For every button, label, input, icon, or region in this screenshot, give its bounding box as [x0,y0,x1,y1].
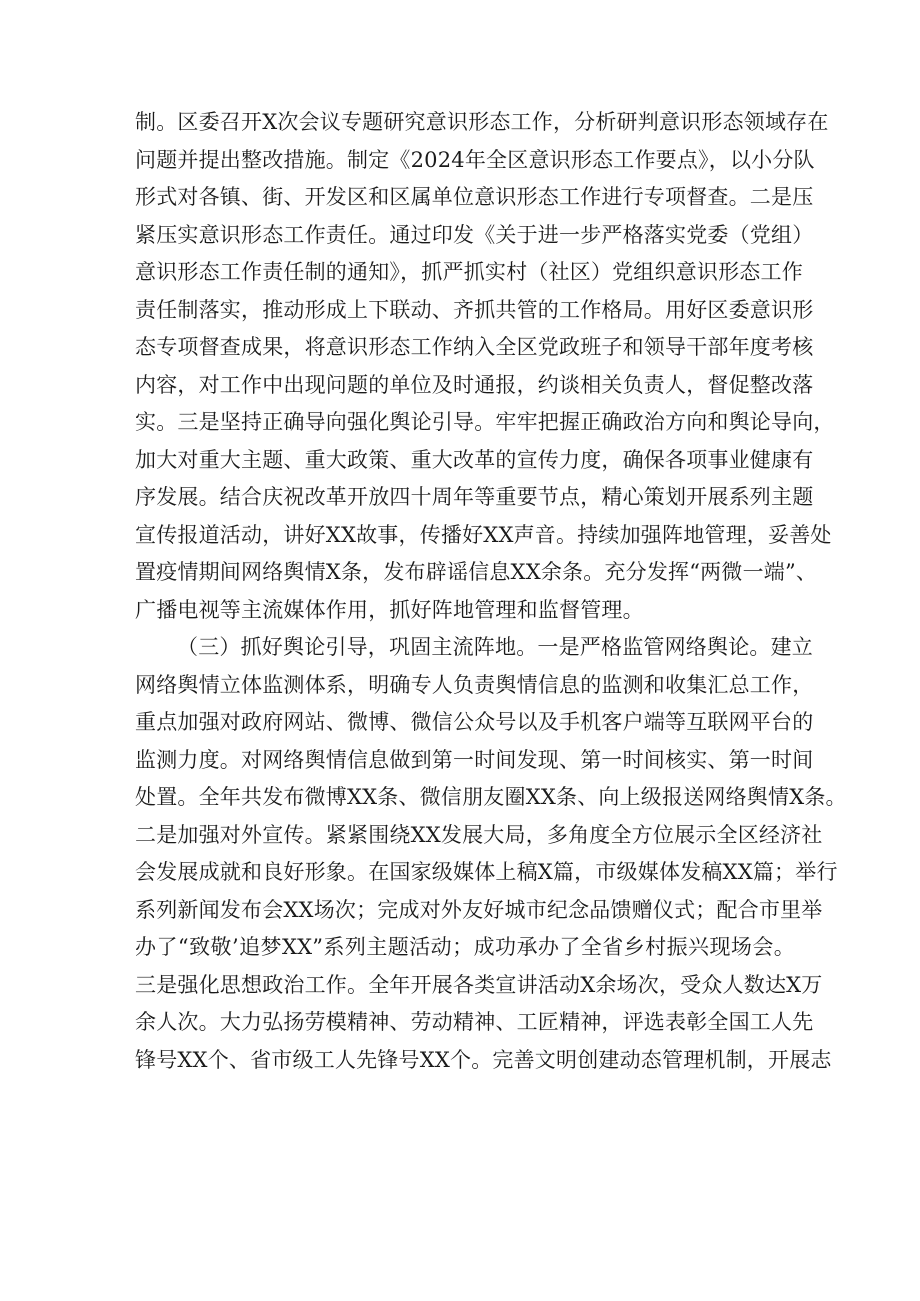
paragraph-2 [135,629,847,1079]
text-line: 网络舆情立体监测体系，明确专人负责舆情信息的监测和收集汇总工作， [135,672,814,697]
text-line: 锋号XX个、省市级工人先锋号XX个。完善文明创建动态管理机制，开展志 [135,1047,832,1072]
text-line: 广播电视等主流媒体作用，抓好阵地管理和监督管理。 [135,597,644,622]
text-line: 意识形态工作责任制的通知》，抓严抓实村（社区）党组织意识形态工作 [135,260,803,284]
text-line: 形式对各镇、街、开发区和区属单位意识形态工作进行专项督查。二是压 [135,185,814,209]
text-line: 问题并提出整改措施。制定《2024年全区意识形态工作要点》，以小分队 [135,147,815,172]
text-line: （三）抓好舆论引导，巩固主流阵地。一是严格监管网络舆论。建立 [177,635,813,659]
text-line: 处置。全年共发布微博XX条、微信朋友圈XX条、向上级报送网络舆情X条。 [135,785,847,809]
text-line: 会发展成就和良好形象。在国家级媒体上稿X篇，市级媒体发稿XX篇；举行 [135,860,838,884]
paragraph-1 [135,104,835,629]
text-line: 重点加强对政府网站、微博、微信公众号以及手机客户端等互联网平台的 [135,710,814,734]
text-line: 态专项督查成果，将意识形态工作纳入全区党政班子和领导干部年度考核 [135,335,814,359]
text-line: 实。三是坚持正确导向强化舆论引导。牢牢把握正确政治方向和舆论导向， [135,410,835,434]
text-line: 制。区委召开X次会议专题研究意识形态工作，分析研判意识形态领域存在 [135,110,829,134]
text-line: 办了“致敬’追梦XX”系列主题活动；成功承办了全省乡村振兴现场会。 [135,935,795,959]
text-line: 置疫情期间网络舆情X条，发布辟谣信息XX余条。充分发挥“两微一端”、 [135,560,818,584]
text-line: 序发展。结合庆祝改革开放四十周年等重要节点，精心策划开展系列主题 [135,485,814,509]
text-line: 紧压实意识形态工作责任。通过印发《关于进一步严格落实党委（党组） [135,222,814,247]
text-line: 监测力度。对网络舆情信息做到第一时间发现、第一时间核实、第一时间 [135,747,814,772]
document-body [135,104,847,1079]
text-line: 加大对重大主题、重大政策、重大改革的宣传力度，确保各项事业健康有 [135,447,814,472]
text-line: 系列新闻发布会XX场次；完成对外友好城市纪念品馈赠仪式；配合市里举 [135,897,823,922]
text-line: 二是加强对外宣传。紧紧围绕XX发展大局，多角度全方位展示全区经济社 [135,822,823,847]
text-line: 内容，对工作中出现问题的单位及时通报，约谈相关负责人，督促整改落 [135,372,814,397]
text-line: 责任制落实，推动形成上下联动、齐抓共管的工作格局。用好区委意识形 [135,297,814,322]
text-line: 宣传报道活动，讲好XX故事，传播好XX声音。持续加强阵地管理，妥善处 [135,522,832,547]
text-line: 余人次。大力弘扬劳模精神、劳动精神、工匠精神，评选表彰全国工人先 [135,1010,814,1034]
text-line: 三是强化思想政治工作。全年开展各类宣讲活动X余场次，受众人数达X万 [135,972,823,997]
